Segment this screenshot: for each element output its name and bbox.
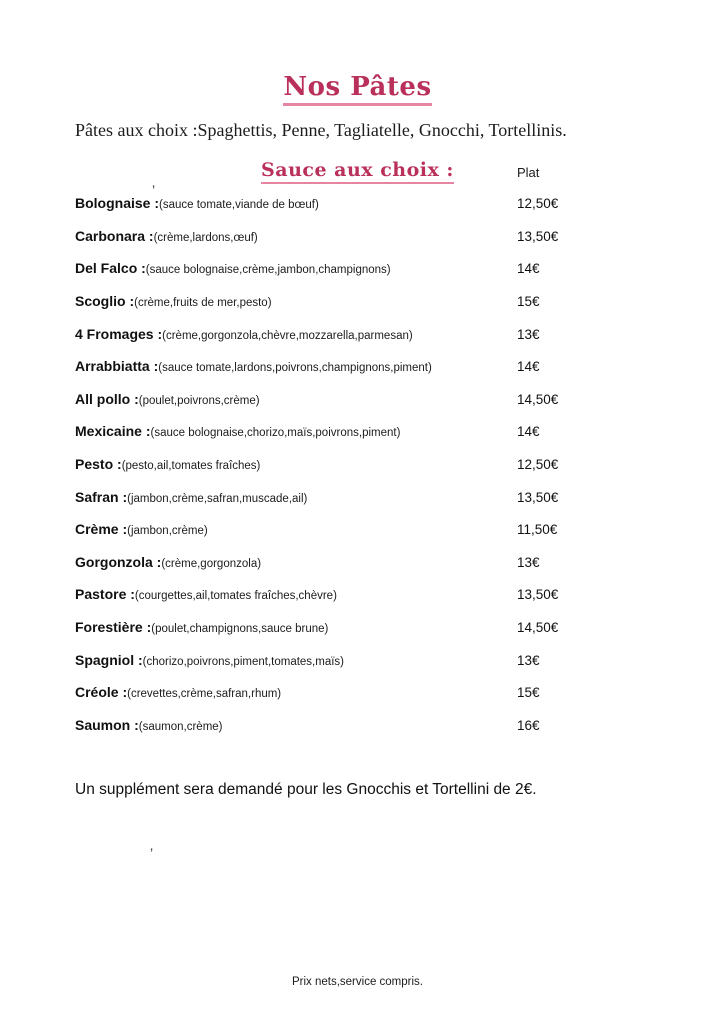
menu-item-text (75, 586, 517, 604)
item-name: Mexicaine : (75, 423, 151, 440)
menu-item-text (75, 195, 517, 213)
menu-item-text (75, 293, 517, 311)
item-price: 13€ (517, 652, 540, 668)
menu-item-row (0, 423, 715, 456)
item-price: 14€ (517, 359, 540, 375)
price-column-header: Plat (517, 165, 540, 181)
item-ingredients: (poulet,poivrons,crème) (138, 394, 260, 407)
menu-item-text (75, 391, 517, 409)
item-ingredients: (sauce tomate,viande de bœuf) (159, 199, 319, 212)
menu-item-text (75, 652, 517, 670)
menu-item-row (0, 456, 715, 489)
menu-item-text (75, 684, 517, 702)
item-name: Spagniol : (75, 651, 143, 668)
menu-item-text (75, 489, 517, 507)
item-ingredients: (crème,fruits de mer,pesto) (134, 296, 272, 309)
item-price: 11,50€ (517, 522, 558, 538)
item-name: Arrabbiatta : (75, 358, 159, 375)
item-price: 13,50€ (517, 489, 559, 505)
menu-item-row (0, 326, 715, 359)
item-price: 14€ (517, 261, 540, 277)
item-price: 13€ (517, 326, 540, 342)
supplement-note: Un supplément sera demandé pour les Gnocchis et Tortellini de 2€. (75, 781, 537, 799)
item-name: Scoglio : (75, 292, 135, 309)
item-ingredients: (saumon,crème) (138, 720, 223, 733)
item-price: 12,50€ (517, 456, 559, 472)
menu-item-row (0, 260, 715, 293)
menu-item-text (75, 260, 517, 278)
item-name: Crème : (75, 521, 128, 538)
title-wrap (0, 0, 715, 106)
item-price: 13,50€ (517, 228, 559, 244)
menu-item-text (75, 228, 517, 246)
item-ingredients: (jambon,crème) (127, 525, 208, 538)
section-header-wrap (0, 159, 715, 181)
menu-item-text (75, 717, 517, 735)
item-ingredients: (courgettes,ail,tomates fraîches,chèvre) (134, 590, 337, 603)
menu-item-text (75, 521, 517, 539)
menu-list (0, 195, 715, 749)
item-name: Pastore : (75, 586, 135, 603)
item-name: Gorgonzola : (75, 553, 162, 570)
page-title: Nos Pâtes (283, 72, 431, 106)
item-ingredients: (chorizo,poivrons,piment,tomates,maïs) (142, 655, 344, 668)
menu-item-text (75, 358, 517, 376)
item-ingredients: (crème,lardons,œuf) (153, 231, 258, 244)
item-name: All pollo : (75, 390, 139, 407)
menu-item-row (0, 293, 715, 326)
item-price: 14€ (517, 424, 540, 440)
item-price: 13,50€ (517, 587, 559, 603)
menu-item-row (0, 391, 715, 424)
menu-item-row (0, 358, 715, 391)
item-name: Créole : (75, 684, 128, 701)
menu-item-text (75, 456, 517, 474)
menu-item-row (0, 521, 715, 554)
menu-item-text (75, 326, 517, 344)
item-ingredients: (pesto,ail,tomates fraîches) (121, 459, 261, 472)
item-name: Carbonara : (75, 227, 154, 244)
menu-item-text (75, 423, 517, 441)
item-price: 15€ (517, 685, 540, 701)
footer-note: Prix nets,service compris. (291, 976, 423, 988)
item-ingredients: (crème,gorgonzola,chèvre,mozzarella,parmesan) (162, 329, 413, 342)
item-price: 14,50€ (517, 619, 559, 635)
item-ingredients: (crevettes,crème,safran,rhum) (127, 688, 282, 701)
menu-item-row (0, 652, 715, 685)
item-price: 12,50€ (517, 196, 559, 212)
menu-item-row (0, 195, 715, 228)
menu-item-text (75, 554, 517, 572)
item-price: 13€ (517, 554, 540, 570)
item-ingredients: (sauce bolognaise,chorizo,maïs,poivrons,piment) (150, 427, 401, 440)
item-name: Bolognaise : (75, 195, 160, 212)
item-price: 14,50€ (517, 391, 559, 407)
section-header-row (0, 159, 715, 187)
menu-item-row (0, 619, 715, 652)
item-name: Pesto : (75, 455, 122, 472)
item-price: 16€ (517, 717, 540, 733)
item-ingredients: (sauce tomate,lardons,poivrons,champignons,piment) (158, 362, 432, 375)
scan-artifact: ’ (152, 182, 156, 198)
menu-item-row (0, 228, 715, 261)
menu-item-row (0, 554, 715, 587)
item-name: Saumon : (75, 716, 139, 733)
menu-item-row (0, 586, 715, 619)
item-name: Forestière : (75, 618, 152, 635)
section-header: Sauce aux choix : (261, 159, 454, 184)
menu-item-row (0, 717, 715, 750)
item-ingredients: (poulet,champignons,sauce brune) (151, 622, 329, 635)
item-ingredients: (jambon,crème,safran,muscade,ail) (127, 492, 308, 505)
menu-item-text (75, 619, 517, 637)
menu-item-row (0, 489, 715, 522)
item-ingredients: (sauce bolognaise,crème,jambon,champignons) (145, 264, 391, 277)
item-name: Del Falco : (75, 260, 146, 277)
item-name: Safran : (75, 488, 128, 505)
item-ingredients: (crème,gorgonzola) (161, 557, 262, 570)
item-price: 15€ (517, 293, 540, 309)
menu-item-row (0, 684, 715, 717)
item-name: 4 Fromages : (75, 325, 163, 342)
scan-artifact: ’ (150, 845, 154, 861)
intro-text: Pâtes aux choix :Spaghettis, Penne, Tagliatelle, Gnocchi, Tortellinis. (75, 120, 567, 140)
